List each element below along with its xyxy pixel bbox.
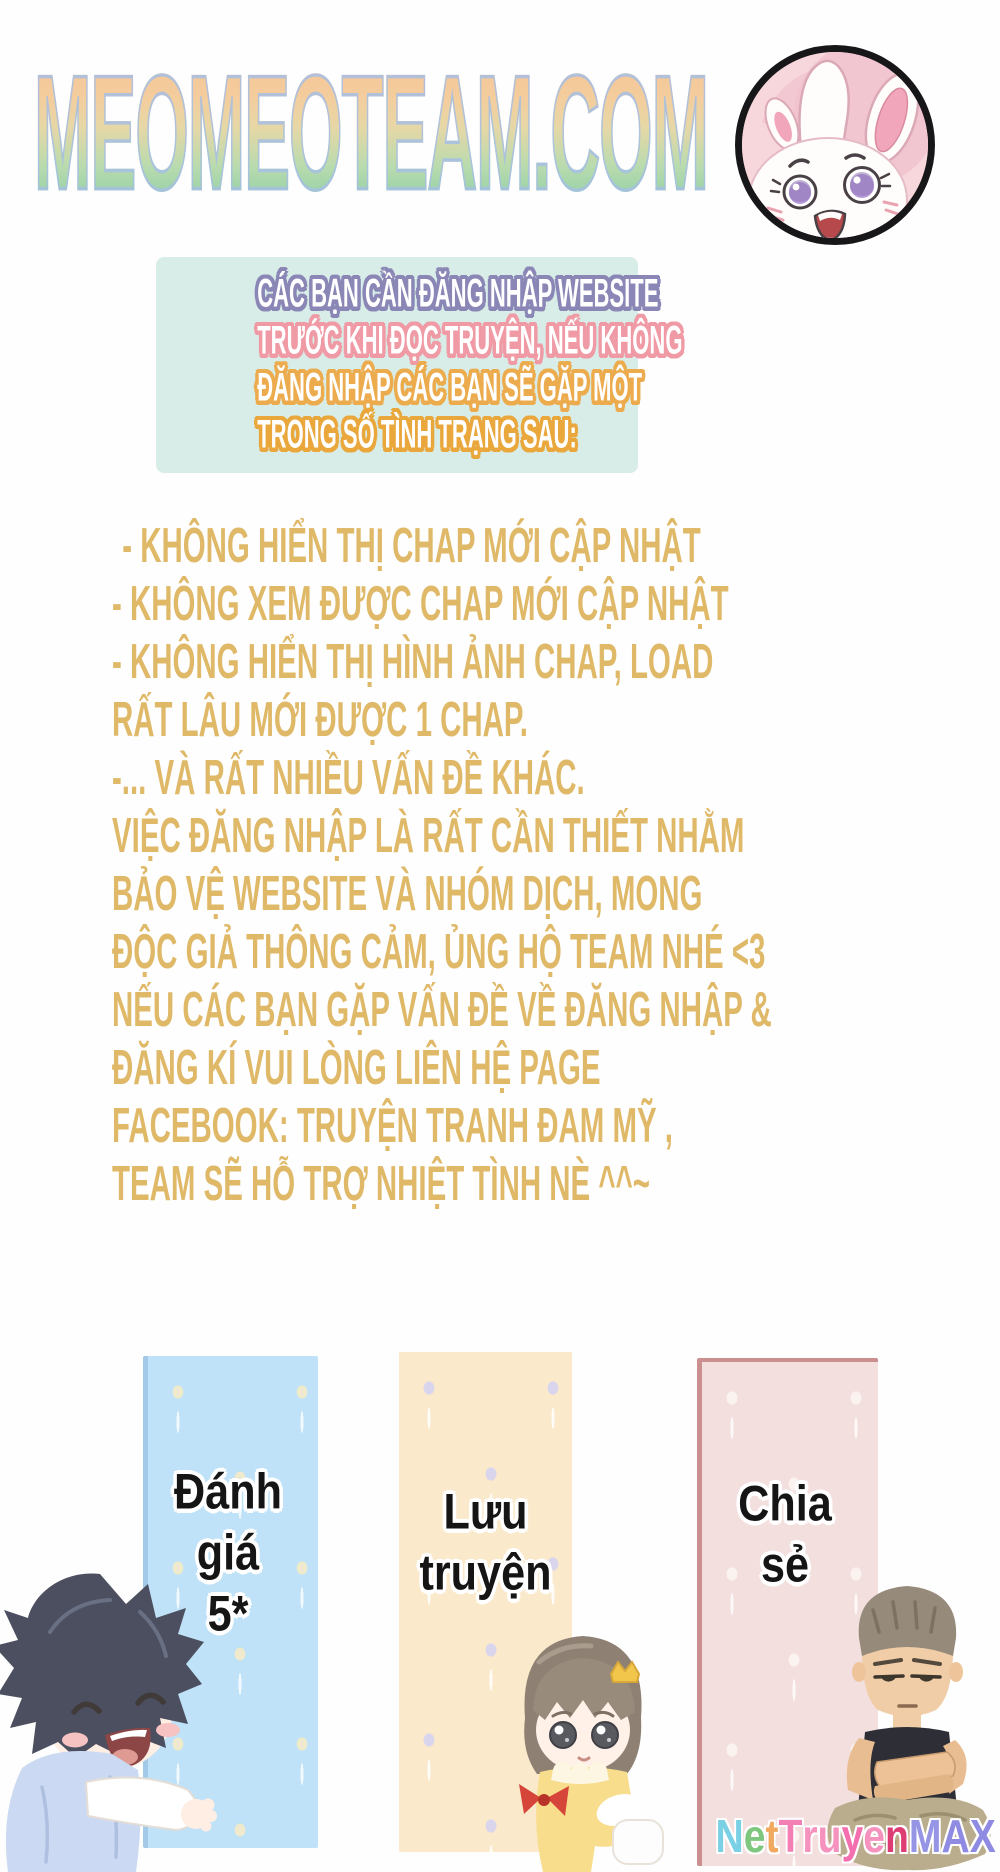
rate-label-line: giá bbox=[196, 1525, 260, 1582]
announcement-line: NẾU CÁC BẠN GẶP VẤN ĐỀ VỀ ĐĂNG NHẬP & bbox=[112, 981, 772, 1037]
watermark-letter: X bbox=[969, 1810, 996, 1862]
site-title: MEOMEOTEAM.COM bbox=[34, 42, 708, 225]
watermark-letter: y bbox=[841, 1810, 864, 1862]
save-label-line: Lưu bbox=[443, 1484, 528, 1541]
laughing-boy-chibi bbox=[0, 1572, 230, 1872]
watermark-nettruyenmax bbox=[716, 1810, 996, 1862]
watermark-letter: T bbox=[778, 1810, 803, 1862]
bunny-mascot-drawing bbox=[742, 52, 928, 238]
watermark-letter: u bbox=[817, 1810, 842, 1862]
announcement-text bbox=[112, 516, 972, 1212]
share-label-line: sẻ bbox=[760, 1537, 810, 1594]
announcement-line: ĐỘC GIẢ THÔNG CẢM, ỦNG HỘ TEAM NHÉ <3 bbox=[112, 923, 766, 979]
announcement-line: -... VÀ RẤT NHIỀU VẤN ĐỀ KHÁC. bbox=[112, 749, 585, 805]
share-label-line: Chia bbox=[738, 1476, 832, 1533]
announcement-line: RẤT LÂU MỚI ĐƯỢC 1 CHAP. bbox=[112, 691, 528, 747]
announcement-line: FACEBOOK: TRUYỆN TRANH ĐAM MỸ , bbox=[112, 1097, 673, 1153]
watermark-letter: N bbox=[715, 1810, 744, 1862]
baby-girl-chibi bbox=[495, 1622, 670, 1872]
notice-box-line: ĐĂNG NHẬP CÁC BẠN SẼ GẶP MỘT bbox=[257, 365, 643, 411]
save-card-label bbox=[399, 1482, 572, 1604]
watermark-letter: A bbox=[941, 1810, 970, 1862]
bunny-mascot-icon bbox=[735, 45, 935, 245]
watermark-letter: t bbox=[765, 1810, 779, 1862]
announcement-line: BẢO VỆ WEBSITE VÀ NHÓM DỊCH, MONG bbox=[112, 865, 703, 921]
announcement-line: - KHÔNG XEM ĐƯỢC CHAP MỚI CẬP NHẬT bbox=[112, 575, 729, 631]
watermark-letter: r bbox=[802, 1810, 818, 1862]
watermark-letter: e bbox=[743, 1810, 766, 1862]
notice-box-line: CÁC BẠN CẦN ĐĂNG NHẬP WEBSITE bbox=[257, 271, 659, 317]
announcement-line: VIỆC ĐĂNG NHẬP LÀ RẤT CẦN THIẾT NHẰM bbox=[112, 807, 745, 863]
announcement-line: TEAM SẼ HỖ TRỢ NHIỆT TÌNH NÈ ^^~ bbox=[112, 1155, 650, 1211]
rate-label-line: Đánh bbox=[174, 1464, 282, 1521]
watermark-letter: M bbox=[909, 1810, 942, 1862]
watermark-letter: e bbox=[863, 1810, 886, 1862]
announcement-line: ĐĂNG KÍ VUI LÒNG LIÊN HỆ PAGE bbox=[112, 1039, 601, 1095]
share-card-label bbox=[697, 1474, 873, 1596]
announcement-line: - KHÔNG HIỂN THỊ CHAP MỚI CẬP NHẬT bbox=[122, 517, 701, 573]
watermark-letter: n bbox=[885, 1810, 910, 1862]
notice-box-line: TRONG SỐ TÌNH TRẠNG SAU: bbox=[257, 412, 577, 458]
save-label-line: truyện bbox=[419, 1545, 552, 1602]
announcement-line: - KHÔNG HIỂN THỊ HÌNH ẢNH CHAP, LOAD bbox=[112, 633, 714, 689]
login-notice-box bbox=[156, 257, 683, 473]
notice-box-line: TRƯỚC KHI ĐỌC TRUYỆN, NẾU KHÔNG bbox=[257, 318, 683, 364]
rate-label-line: 5* bbox=[207, 1586, 249, 1643]
